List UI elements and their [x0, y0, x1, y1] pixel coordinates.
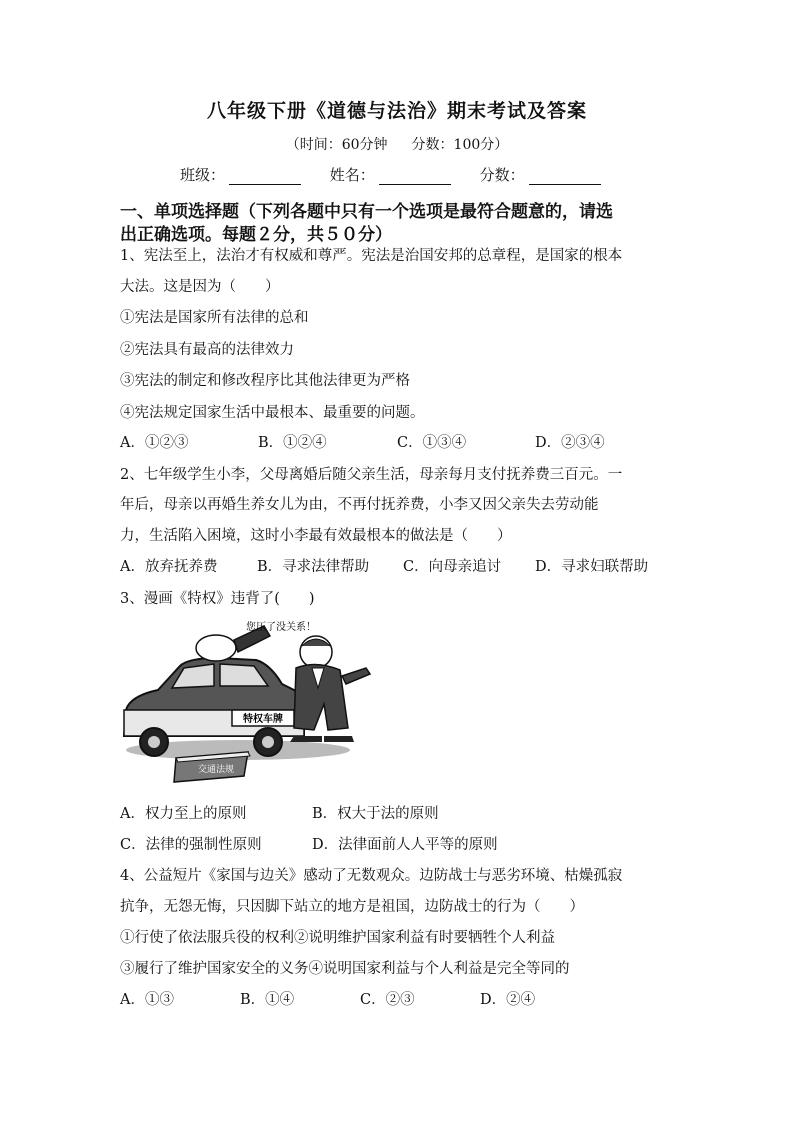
name-blank[interactable] [379, 168, 451, 185]
q2-option-d[interactable]: D．寻求妇联帮助 [535, 559, 649, 575]
section-heading-line2: 出正确选项。每题２分，共５０分） [120, 225, 392, 245]
q3-option-d[interactable]: D．法律面前人人平等的原则 [312, 837, 498, 853]
score-label: 分数： [479, 166, 525, 184]
q4-option-c[interactable]: C．②③ [360, 992, 415, 1008]
q1-stem-line1: 1、宪法至上，法治才有权威和尊严。宪法是治国安邦的总章程，是国家的根本 [120, 248, 623, 264]
q3-option-a[interactable]: A．权力至上的原则 [120, 806, 247, 822]
class-label: 班级： [180, 166, 226, 184]
q4-items-line1: ①行使了依法服兵役的权利②说明维护国家利益有时要牺牲个人利益 [120, 930, 555, 946]
score-field[interactable] [480, 164, 601, 185]
q1-option-d[interactable]: D．②③④ [535, 435, 605, 451]
q1-option-a[interactable]: A．①②③ [120, 435, 189, 451]
q4-stem-line2: 抗争，无怨无悔，只因脚下站立的地方是祖国，边防战士的行为（ ） [120, 899, 584, 915]
q1-option-c[interactable]: C．①③④ [397, 435, 467, 451]
q1-option-b[interactable]: B．①②④ [258, 435, 327, 451]
speech-text: 您压了没关系！ [246, 622, 316, 633]
student-info [180, 164, 625, 185]
privilege-cartoon [118, 618, 388, 786]
plate-label: 特权车牌 [243, 714, 283, 725]
q2-option-c[interactable]: C．向母亲追讨 [403, 559, 502, 575]
class-field[interactable] [180, 164, 301, 185]
q1-stem-line2: 大法。这是因为（ ） [120, 279, 280, 295]
q1-item: ④宪法规定国家生活中最根本、最重要的问题。 [120, 405, 425, 421]
q2-stem-line3: 力，生活陷入困境，这时小李最有效最根本的做法是（ ） [120, 528, 512, 544]
q4-stem-line1: 4、公益短片《家国与边关》感动了无数观众。边防战士与恶劣环境、枯燥孤寂 [120, 868, 623, 884]
q4-items-line2: ③履行了维护国家安全的义务④说明国家利益与个人利益是完全等同的 [120, 961, 570, 977]
exam-time: （时间：60分钟 [285, 137, 388, 153]
q1-item: ③宪法的制定和修改程序比其他法律更为严格 [120, 373, 410, 389]
q3-stem: 3、漫画《特权》违背了( ) [120, 591, 315, 607]
exam-meta [0, 134, 794, 154]
name-label: 姓名： [329, 166, 375, 184]
q4-option-b[interactable]: B．①④ [240, 992, 295, 1008]
q2-option-a[interactable]: A．放弃抚养费 [120, 559, 218, 575]
class-blank[interactable] [229, 168, 301, 185]
q2-option-b[interactable]: B．寻求法律帮助 [257, 559, 370, 575]
score-blank[interactable] [529, 168, 601, 185]
name-field[interactable] [330, 164, 451, 185]
q2-stem-line2: 年后，母亲以再婚生养女儿为由，不再付抚养费，小李又因父亲失去劳动能 [120, 497, 599, 513]
q2-stem-line1: 2、七年级学生小李，父母离婚后随父亲生活，母亲每月支付抚养费三百元。一 [120, 467, 623, 483]
q1-item: ②宪法具有最高的法律效力 [120, 342, 294, 358]
page-title: 八年级下册《道德与法治》期末考试及答案 [206, 100, 587, 122]
q1-item: ①宪法是国家所有法律的总和 [120, 310, 309, 326]
q3-option-b[interactable]: B．权大于法的原则 [312, 806, 439, 822]
book-label: 交通法规 [197, 765, 235, 775]
q3-option-c[interactable]: C．法律的强制性原则 [120, 837, 262, 853]
q4-option-a[interactable]: A．①③ [120, 992, 174, 1008]
q4-option-d[interactable]: D．②④ [480, 992, 536, 1008]
exam-total-score: 分数：100分） [411, 137, 509, 153]
section-heading-line1: 一、单项选择题（下列各题中只有一个选项是最符合题意的，请选 [120, 202, 613, 222]
